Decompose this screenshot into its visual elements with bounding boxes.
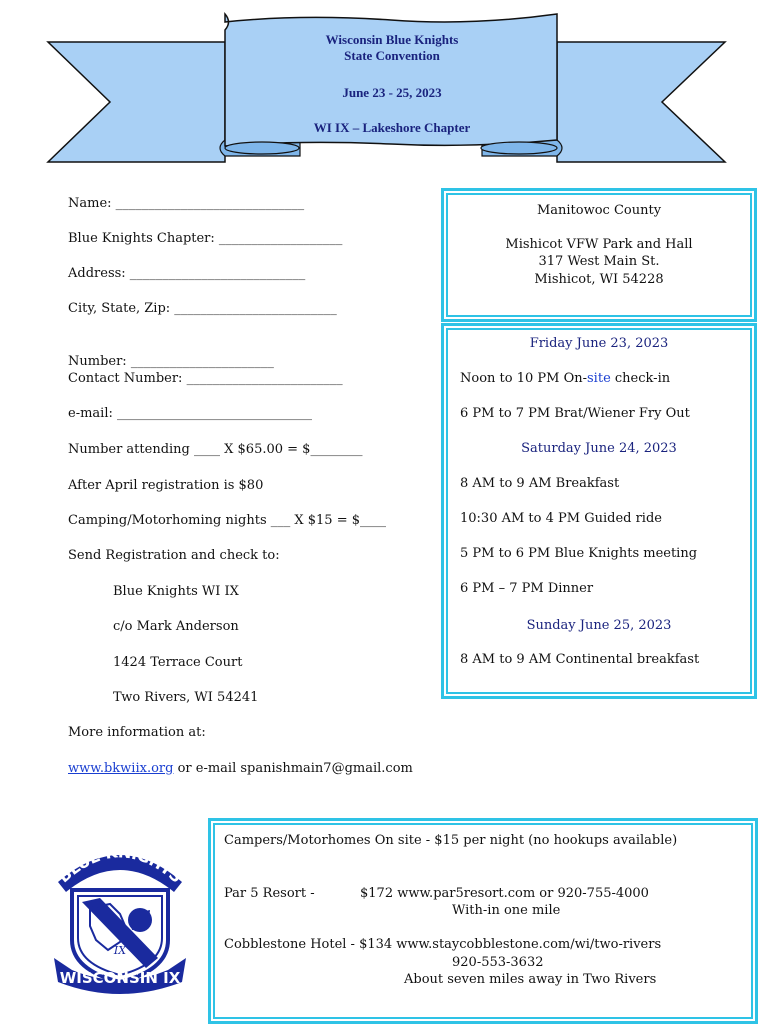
friday-item-1: Noon to 10 PM On-site check-in bbox=[460, 371, 671, 386]
saturday-item-4: 6 PM – 7 PM Dinner bbox=[460, 581, 594, 596]
venue-street: 317 West Main St. bbox=[538, 254, 660, 269]
banner-chapter: WI IX – Lakeshore Chapter bbox=[313, 120, 471, 135]
mail-address-line1: Blue Knights WI IX bbox=[113, 584, 239, 599]
address-field[interactable]: Address: ___________________________ bbox=[68, 266, 306, 281]
par5-name: Par 5 Resort - bbox=[224, 886, 315, 901]
banner-title-line2: State Convention bbox=[344, 48, 440, 63]
city-state-zip-field[interactable]: City, State, Zip: _________________________ bbox=[68, 301, 337, 316]
saturday-heading: Saturday June 24, 2023 bbox=[521, 441, 677, 456]
saturday-item-3: 5 PM to 6 PM Blue Knights meeting bbox=[460, 546, 698, 561]
banner-title-line1: Wisconsin Blue Knights bbox=[325, 32, 459, 47]
email-field[interactable]: e-mail: ______________________________ bbox=[68, 406, 312, 421]
par5-distance: With-in one mile bbox=[452, 903, 561, 918]
chapter-field[interactable]: Blue Knights Chapter: ___________________ bbox=[68, 231, 343, 246]
number-field[interactable]: Number: ______________________ bbox=[68, 354, 274, 369]
email-contact-text: or e-mail spanishmain7@gmail.com bbox=[177, 761, 413, 776]
banner-dates: June 23 - 25, 2023 bbox=[342, 85, 442, 100]
venue-city: Mishicot, WI 54228 bbox=[534, 272, 664, 287]
blue-knights-logo bbox=[50, 830, 190, 1000]
more-info-label: More information at: bbox=[68, 725, 206, 740]
cobblestone-distance: About seven miles away in Two Rivers bbox=[404, 972, 657, 987]
par5-info: $172 www.par5resort.com or 920-755-4000 bbox=[360, 886, 649, 901]
saturday-item-1: 8 AM to 9 AM Breakfast bbox=[460, 476, 620, 491]
after-april-note: After April registration is $80 bbox=[68, 478, 264, 493]
name-field[interactable]: Name: _____________________________ bbox=[68, 196, 305, 211]
cobblestone-info: Cobblestone Hotel - $134 www.staycobblestone.com/wi/two-rivers bbox=[224, 937, 662, 952]
saturday-item-2: 10:30 AM to 4 PM Guided ride bbox=[460, 511, 662, 526]
mail-address-line3: 1424 Terrace Court bbox=[113, 655, 243, 670]
logo-bottom-text: WISCONSIN IX bbox=[59, 969, 181, 987]
county-label: Manitowoc County bbox=[536, 203, 662, 218]
logo-top-text: BLUE KNIGHTS bbox=[54, 842, 186, 887]
send-registration-label: Send Registration and check to: bbox=[68, 548, 280, 563]
logo-mid-text: IX bbox=[113, 944, 127, 957]
campers-info: Campers/Motorhomes On site - $15 per night (no hookups available) bbox=[224, 833, 678, 848]
contact-number-field[interactable]: Contact Number: ________________________ bbox=[68, 371, 343, 386]
attending-field[interactable]: Number attending ____ X $65.00 = $________ bbox=[68, 442, 363, 457]
camping-field[interactable]: Camping/Motorhoming nights ___ X $15 = $____ bbox=[68, 513, 387, 528]
website-link[interactable]: www.bkwiix.org bbox=[68, 761, 174, 776]
venue-name: Mishicot VFW Park and Hall bbox=[505, 237, 693, 252]
friday-heading: Friday June 23, 2023 bbox=[529, 336, 669, 351]
cobblestone-phone: 920-553-3632 bbox=[452, 955, 544, 970]
mail-address-line2: c/o Mark Anderson bbox=[113, 619, 239, 634]
contact-links bbox=[68, 761, 413, 776]
lodging-box bbox=[208, 818, 758, 1024]
sunday-heading: Sunday June 25, 2023 bbox=[526, 618, 672, 633]
mail-address-line4: Two Rivers, WI 54241 bbox=[113, 690, 259, 705]
friday-item-2: 6 PM to 7 PM Brat/Wiener Fry Out bbox=[460, 406, 690, 421]
sunday-item-1: 8 AM to 9 AM Continental breakfast bbox=[460, 652, 700, 667]
